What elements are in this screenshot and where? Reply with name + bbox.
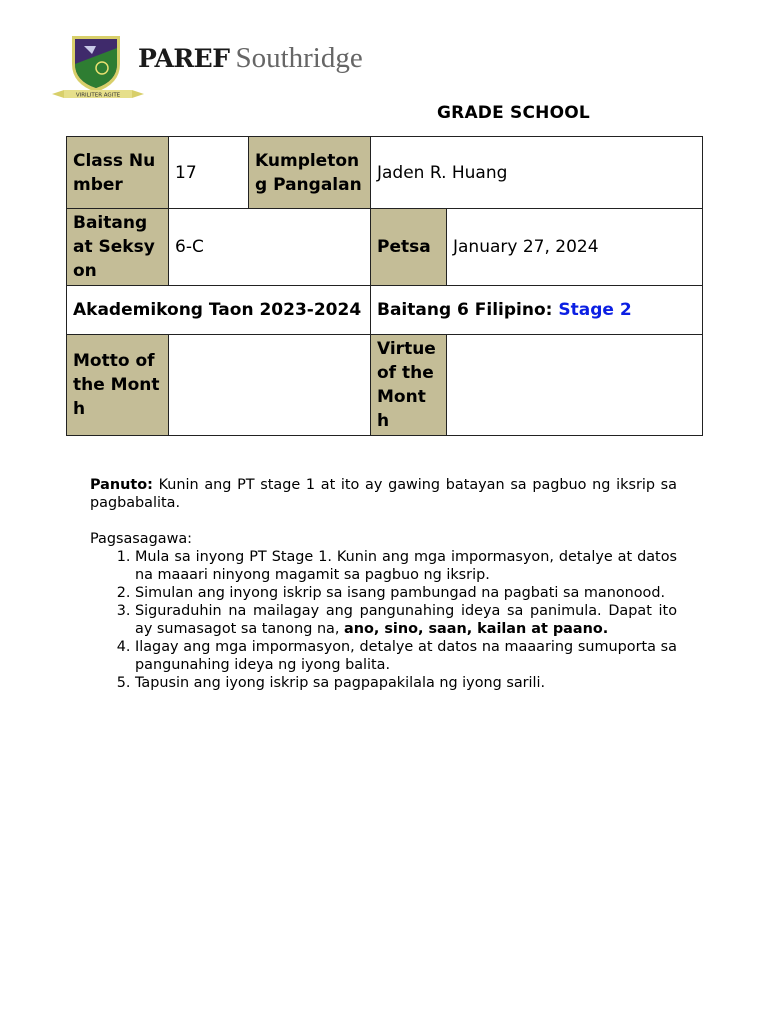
list-item: 2. Simulan ang inyong iskrip sa isang pambungad na pagbati sa manonood. xyxy=(135,584,677,602)
virtue-label: Virtue of the Mont h xyxy=(371,335,447,436)
date-value: January 27, 2024 xyxy=(447,209,703,286)
class-number-label: Class Number xyxy=(67,137,169,209)
motto-value xyxy=(169,335,371,436)
panuto-label: Panuto: xyxy=(90,477,153,493)
subject-prefix: Baitang 6 Filipino: xyxy=(377,300,559,320)
virtue-value xyxy=(447,335,703,436)
pagsasagawa-label: Pagsasagawa: xyxy=(90,531,193,547)
school-logo xyxy=(52,34,363,106)
steps-list xyxy=(90,548,677,692)
list-item: 1. Mula sa inyong PT Stage 1. Kunin ang mga impormasyon, detalye at datos na maaari ninyong magamit sa pagbuo ng iksrip. xyxy=(135,548,677,584)
class-number-value: 17 xyxy=(169,137,249,209)
list-item: 5. Tapusin ang iyong iskrip sa pagpapakilala ng iyong sarili. xyxy=(135,674,677,692)
section-title: GRADE SCHOOL xyxy=(437,103,590,123)
brand-light: Southridge xyxy=(235,42,363,74)
list-item xyxy=(135,602,677,638)
subject-stage: Stage 2 xyxy=(558,300,632,320)
school-crest-icon xyxy=(52,34,144,106)
step-3-bold: ano, sino, saan, kailan at paano. xyxy=(344,621,609,637)
grade-section-label: Baitang at Seksyon xyxy=(67,209,169,286)
grade-section-value: 6-C xyxy=(169,209,371,286)
crest-motto: VIRILITER AGITE xyxy=(75,92,121,99)
brand-name xyxy=(138,40,363,77)
instructions xyxy=(90,476,677,692)
list-item: 4. Ilagay ang mga impormasyon, detalye at datos na maaaring sumuporta sa pangunahing ideya ng iyong balita. xyxy=(135,638,677,674)
date-label: Petsa xyxy=(371,209,447,286)
panuto xyxy=(90,476,677,512)
brand-bold: PAREF xyxy=(138,44,230,73)
step-3-text: Siguraduhin na mailagay ang pangunahing ideya sa panimula. Dapat ito ay sumasagot sa tanong na, xyxy=(135,603,677,637)
full-name-value: Jaden R. Huang xyxy=(371,137,703,209)
full-name-label: Kumpleton g Pangalan xyxy=(249,137,371,209)
motto-label: Motto of the Month xyxy=(67,335,169,436)
panuto-text: Kunin ang PT stage 1 at ito ay gawing batayan sa pagbuo ng iksrip sa pagbabalita. xyxy=(90,477,677,511)
subject-cell xyxy=(371,286,703,335)
student-info-table xyxy=(66,136,703,436)
school-year: Akademikong Taon 2023-2024 xyxy=(67,286,371,335)
